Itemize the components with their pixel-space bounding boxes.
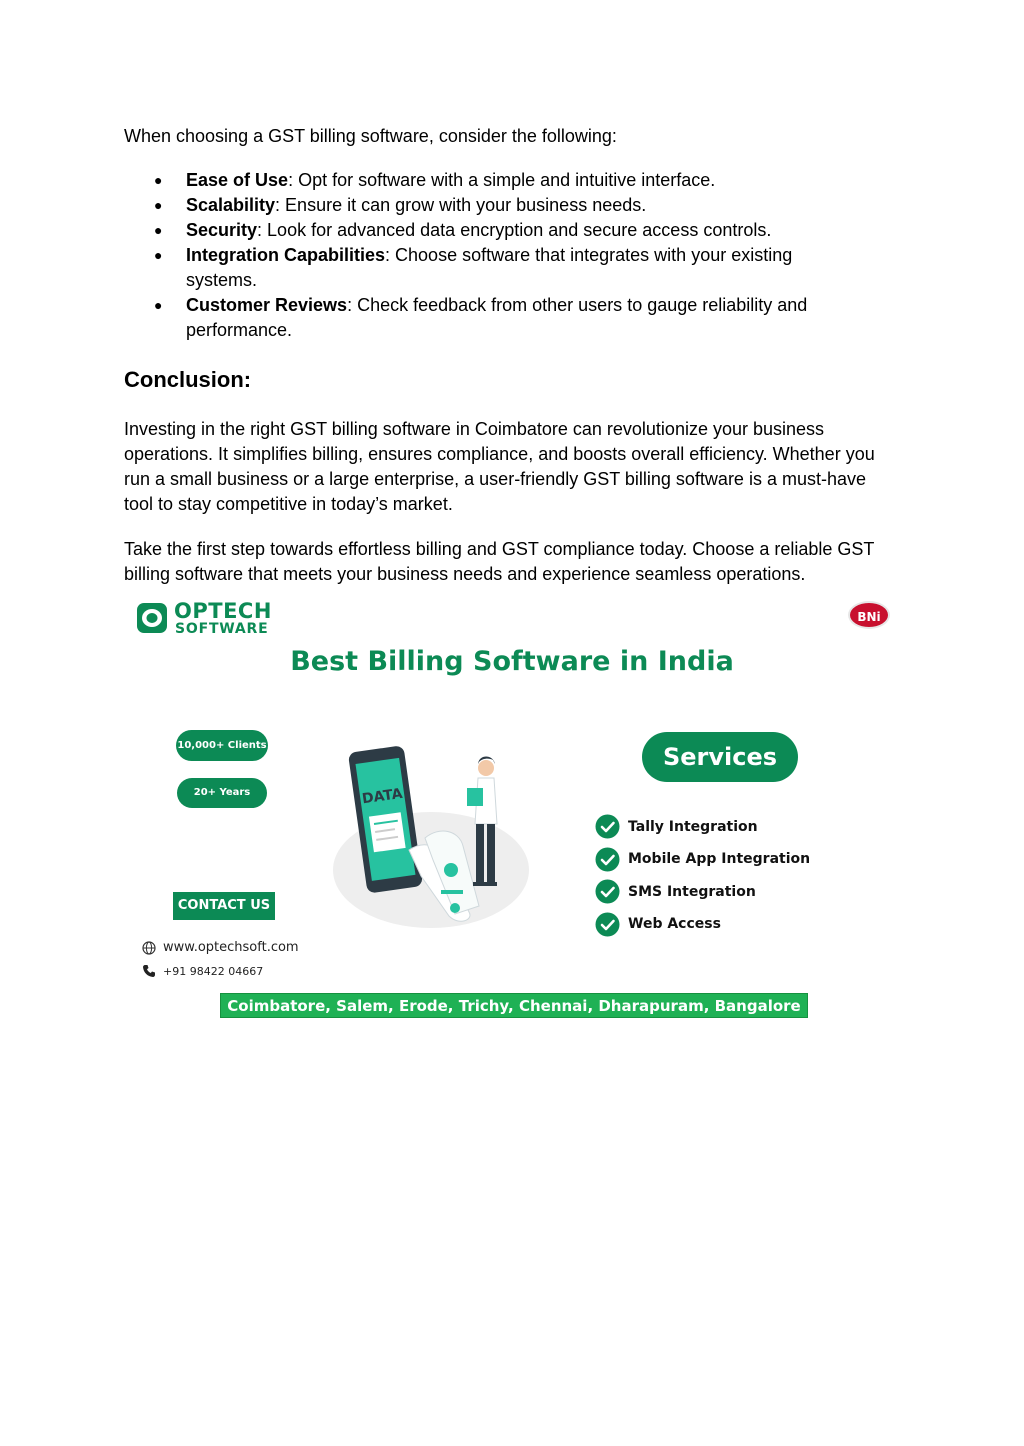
- website-row: [142, 940, 299, 955]
- list-item: [124, 243, 864, 293]
- check-circle-icon: [595, 879, 620, 904]
- phone-number: +91 98422 04667: [163, 964, 264, 978]
- list-item: [124, 168, 864, 193]
- illustration-label: DATA: [361, 785, 404, 808]
- conclusion-heading: Conclusion:: [124, 367, 252, 392]
- list-item: [124, 218, 864, 243]
- phone-icon: [142, 964, 156, 978]
- list-item: [595, 814, 810, 839]
- service-label: Tally Integration: [628, 818, 758, 835]
- criteria-desc: : Ensure it can grow with your business needs.: [275, 195, 647, 215]
- criteria-desc: : Look for advanced data encryption and secure access controls.: [257, 220, 772, 240]
- service-label: Web Access: [628, 916, 721, 932]
- globe-icon: [142, 941, 156, 955]
- check-circle-icon: [595, 912, 620, 937]
- promo-banner: [124, 594, 900, 1026]
- services-list: [595, 814, 810, 944]
- phone-row: [142, 964, 263, 978]
- optech-logo-icon: [136, 602, 168, 634]
- contact-us-button[interactable]: CONTACT US: [173, 892, 275, 920]
- list-item: [124, 293, 864, 343]
- bni-badge: BNi: [848, 601, 890, 629]
- criteria-desc: : Opt for software with a simple and intuitive interface.: [288, 170, 716, 190]
- criteria-term: Scalability: [186, 195, 276, 215]
- check-circle-icon: [595, 814, 620, 839]
- list-item: [124, 193, 864, 218]
- list-item: [595, 879, 810, 904]
- service-label: SMS Integration: [628, 883, 756, 900]
- conclusion-paragraph-2: Take the first step towards effortless billing and GST compliance today. Choose a reliable GST billing software that meets your business needs and experience seamless operations.: [124, 539, 875, 584]
- services-heading: Services: [642, 732, 798, 782]
- criteria-desc: : Check feedback from other users to gauge reliability and performance.: [186, 295, 808, 340]
- check-circle-icon: [595, 847, 620, 872]
- list-item: [595, 912, 810, 937]
- service-label: Mobile App Integration: [628, 851, 811, 867]
- criteria-term: Ease of Use: [186, 170, 289, 190]
- criteria-desc: : Choose software that integrates with your existing systems.: [186, 245, 793, 290]
- locations-bar: Coimbatore, Salem, Erode, Trichy, Chennai, Dharapuram, Bangalore: [220, 993, 808, 1018]
- intro-text: When choosing a GST billing software, consider the following:: [124, 126, 617, 146]
- billing-data-illustration: [329, 730, 539, 930]
- criteria-list: [124, 168, 864, 343]
- criteria-term: Integration Capabilities: [186, 245, 386, 265]
- clients-badge: 10,000+ Clients: [176, 730, 268, 761]
- criteria-term: Security: [186, 220, 258, 240]
- banner-title: Best Billing Software in India: [290, 646, 734, 677]
- logo-wordmark-line1: OPTECH: [174, 599, 272, 623]
- criteria-term: Customer Reviews: [186, 295, 348, 315]
- list-item: [595, 847, 810, 872]
- logo-wordmark-line2: SOFTWARE: [175, 621, 269, 637]
- website-link[interactable]: www.optechsoft.com: [163, 940, 299, 955]
- years-badge: 20+ Years: [177, 778, 267, 808]
- conclusion-paragraph-1: Investing in the right GST billing software in Coimbatore can revolutionize your business operations. It simplifies billing, ensures compliance, and boosts overall efficiency. Whether you run a small business or a large enterprise, a user-friendly GST billing software is a must-have tool to stay competitive in today’s market.: [124, 419, 875, 514]
